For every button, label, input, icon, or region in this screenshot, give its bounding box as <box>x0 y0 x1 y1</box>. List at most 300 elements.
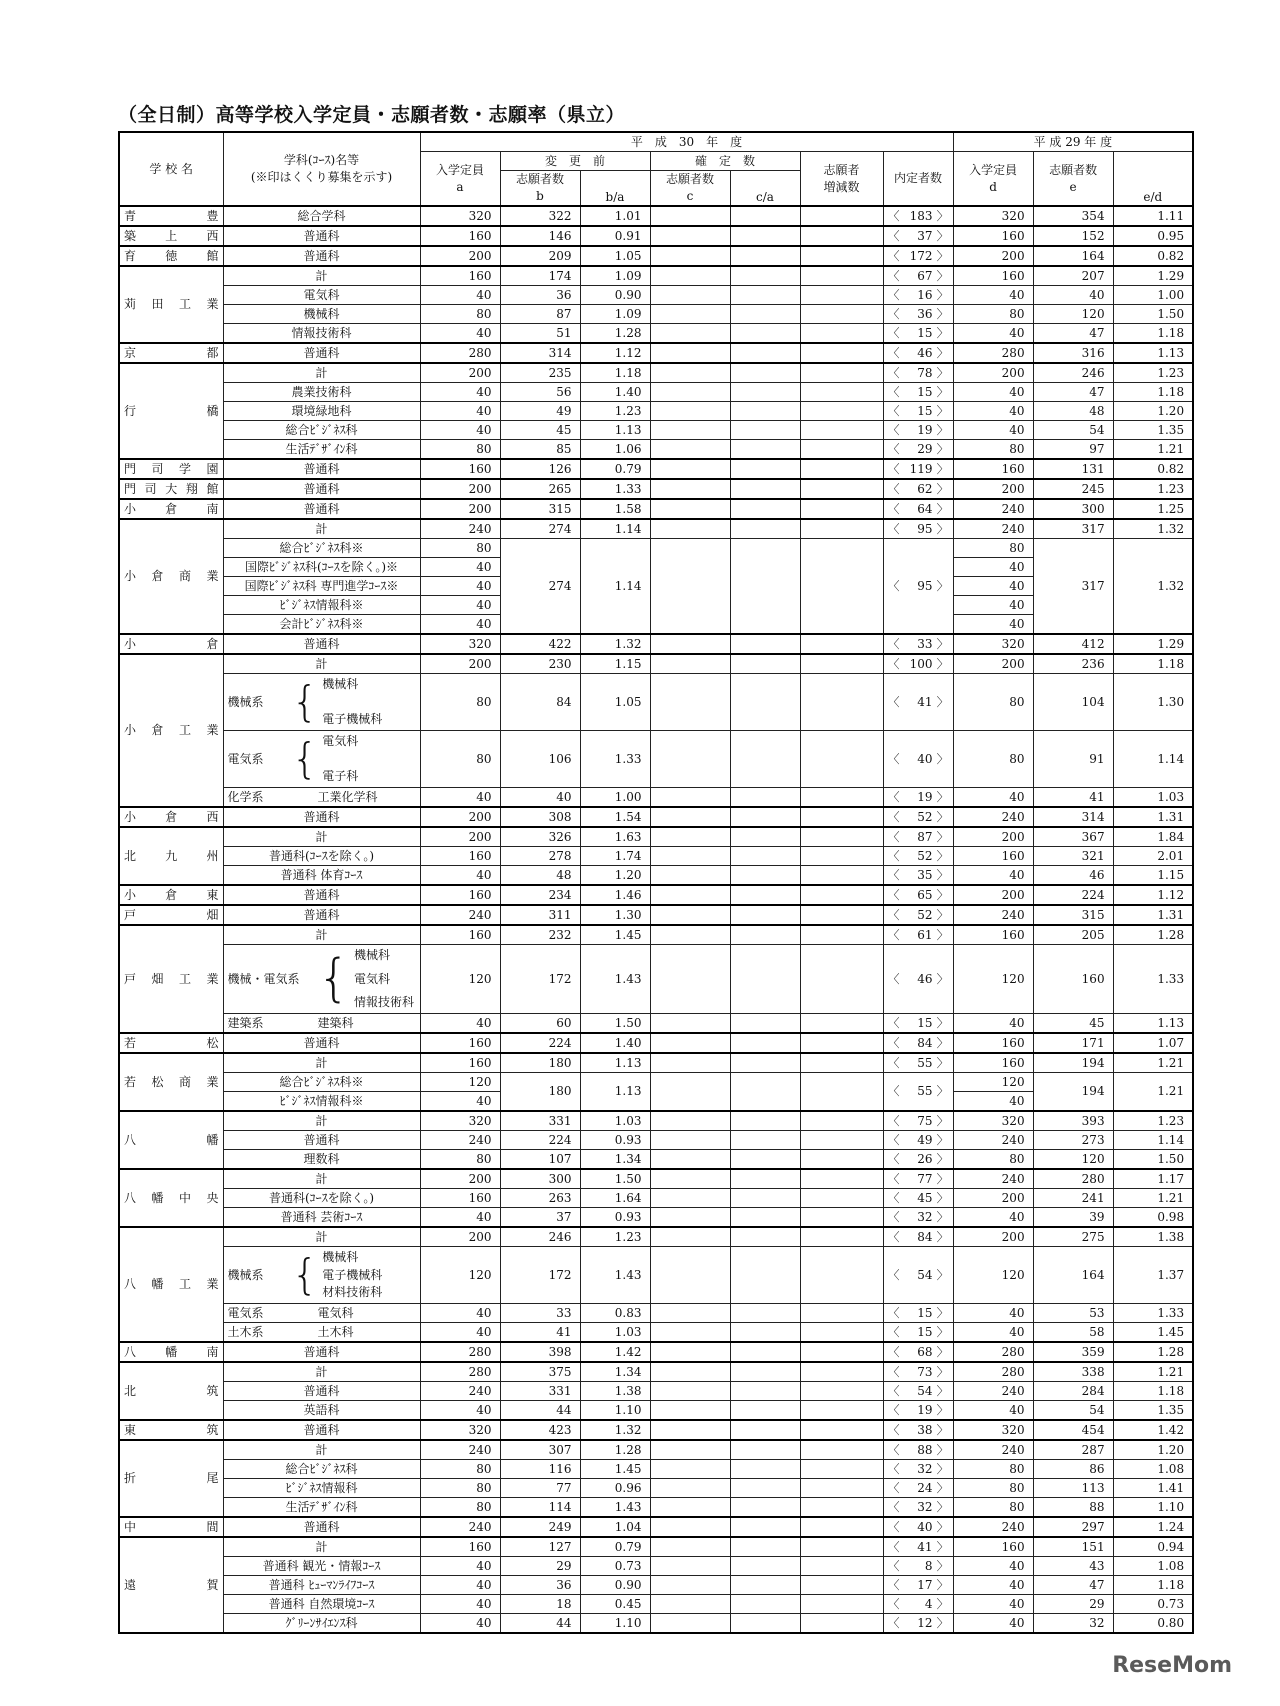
dept-name: 普通科 <box>223 246 420 266</box>
table-cell: 80 <box>420 1150 500 1170</box>
empty-cell <box>650 1247 730 1304</box>
table-cell <box>650 827 730 847</box>
table-cell: 44 <box>500 1401 580 1421</box>
table-cell: 40 <box>420 1304 500 1323</box>
table-cell <box>800 905 883 925</box>
table-cell: 40 <box>420 286 500 305</box>
table-cell <box>800 226 883 246</box>
table-cell: 1.21 <box>1113 1189 1193 1208</box>
table-cell <box>650 1460 730 1479</box>
table-cell: 1.18 <box>1113 324 1193 344</box>
table-cell: 200 <box>953 246 1033 266</box>
table-cell <box>650 1420 730 1440</box>
table-cell: 1.32 <box>580 634 650 654</box>
table-cell <box>800 925 883 945</box>
table-cell: 249 <box>500 1517 580 1537</box>
table-row <box>119 1189 1193 1208</box>
dept-name: 計 <box>223 1169 420 1189</box>
table-cell: 1.10 <box>580 1614 650 1634</box>
table-cell: 1.13 <box>1113 343 1193 363</box>
school-header: 学 校 名 <box>119 132 223 206</box>
dept-name: 普通科 <box>223 1517 420 1537</box>
table-cell: 240 <box>953 519 1033 539</box>
table-cell <box>650 1401 730 1421</box>
table-row <box>119 674 1193 731</box>
table-cell: 0.82 <box>1113 246 1193 266</box>
table-cell <box>800 459 883 479</box>
table-row <box>119 885 1193 905</box>
table-cell: 160 <box>420 1033 500 1053</box>
school-name: 八 幡 <box>119 1111 223 1169</box>
table-row <box>119 305 1193 324</box>
table-cell: 1.28 <box>580 1440 650 1460</box>
table-cell <box>650 421 730 440</box>
table-cell <box>800 1131 883 1150</box>
table-cell: 375 <box>500 1362 580 1382</box>
table-cell: 0.93 <box>580 1131 650 1150</box>
table-cell: 32 <box>1033 1614 1113 1634</box>
table-cell: 1.35 <box>1113 421 1193 440</box>
naitei-cell: 〈 172 〉 <box>883 246 953 266</box>
table-cell: 224 <box>1033 885 1113 905</box>
dept-name: 普通科 <box>223 1420 420 1440</box>
table-cell: 39 <box>1033 1208 1113 1228</box>
table-cell: 234 <box>500 885 580 905</box>
table-cell: 29 <box>1033 1595 1113 1614</box>
table-cell <box>730 1401 800 1421</box>
dept-name: 普通科 <box>223 499 420 519</box>
table-cell: 80 <box>420 440 500 460</box>
table-cell: 1.00 <box>580 788 650 808</box>
table-cell: 40 <box>953 1557 1033 1576</box>
table-cell: 232 <box>500 925 580 945</box>
table-cell: 51 <box>500 324 580 344</box>
table-cell <box>800 286 883 305</box>
naitei-cell: 〈 68 〉 <box>883 1342 953 1362</box>
table-cell <box>730 1595 800 1614</box>
h29-header: 平 成 29 年 度 <box>953 132 1193 152</box>
table-cell <box>800 421 883 440</box>
table-cell: 1.43 <box>580 1247 650 1304</box>
table-cell: 0.73 <box>1113 1595 1193 1614</box>
naitei-cell: 〈 32 〉 <box>883 1208 953 1228</box>
table-cell: 280 <box>953 1362 1033 1382</box>
naitei-cell: 〈 62 〉 <box>883 479 953 499</box>
table-cell: 1.04 <box>580 1517 650 1537</box>
table-cell <box>650 499 730 519</box>
naitei-cell: 〈 100 〉 <box>883 654 953 674</box>
table-cell: 1.03 <box>1113 788 1193 808</box>
kakutei-header: 確 定 数 <box>650 152 800 171</box>
table-cell: 317 <box>1033 519 1113 539</box>
table-cell: 0.91 <box>580 226 650 246</box>
table-cell <box>800 1033 883 1053</box>
table-cell <box>650 1595 730 1614</box>
dept-name: 計 <box>223 1053 420 1073</box>
table-cell: 0.95 <box>1113 226 1193 246</box>
table-cell: 40 <box>953 866 1033 886</box>
naitei-cell: 〈 52 〉 <box>883 807 953 827</box>
table-cell: 1.34 <box>580 1150 650 1170</box>
table-cell: 171 <box>1033 1033 1113 1053</box>
table-cell: 1.42 <box>580 1342 650 1362</box>
table-cell: 246 <box>500 1227 580 1247</box>
table-cell <box>650 402 730 421</box>
table-cell: 200 <box>953 1189 1033 1208</box>
table-cell: 41 <box>1033 788 1113 808</box>
table-cell: 1.08 <box>1113 1557 1193 1576</box>
dept-group: 機械・電気系 { 機械科 電気科 情報技術科 <box>223 945 420 1014</box>
table-cell: 200 <box>420 246 500 266</box>
ca-header: c/a <box>730 171 800 207</box>
table-row <box>119 634 1193 654</box>
table-row <box>119 1033 1193 1053</box>
dept-name: 計 <box>223 1537 420 1557</box>
table-row <box>119 1595 1193 1614</box>
table-cell: 36 <box>500 1576 580 1595</box>
table-cell: 40 <box>420 1557 500 1576</box>
table-cell: 315 <box>500 499 580 519</box>
table-cell: 1.20 <box>1113 402 1193 421</box>
table-cell: 80 <box>953 674 1033 731</box>
table-cell: 160 <box>953 925 1033 945</box>
dept-name: ﾋﾞｼﾞﾈｽ情報科※ <box>223 1092 420 1112</box>
table-cell: 80 <box>953 1498 1033 1518</box>
dept-name: ﾋﾞｼﾞﾈｽ情報科 <box>223 1479 420 1498</box>
table-cell: 160 <box>953 459 1033 479</box>
naitei-cell: 〈 87 〉 <box>883 827 953 847</box>
table-row <box>119 1382 1193 1401</box>
table-cell: 40 <box>953 421 1033 440</box>
table-cell: 338 <box>1033 1362 1113 1382</box>
table-cell <box>800 866 883 886</box>
table-cell: 315 <box>1033 905 1113 925</box>
table-cell <box>650 519 730 539</box>
table-cell: 1.33 <box>580 479 650 499</box>
table-cell: 40 <box>953 577 1033 596</box>
table-cell: 80 <box>420 1498 500 1518</box>
shigan-c-header: 志願者数 c <box>650 171 730 207</box>
table-cell: 1.15 <box>1113 866 1193 886</box>
table-cell <box>650 1537 730 1557</box>
table-cell <box>800 1382 883 1401</box>
table-cell <box>650 1517 730 1537</box>
table-row <box>119 479 1193 499</box>
table-cell <box>650 343 730 363</box>
empty-cell <box>650 1323 730 1343</box>
naitei-cell: 〈 41 〉 <box>883 674 953 731</box>
table-cell <box>800 1595 883 1614</box>
table-cell: 331 <box>500 1111 580 1131</box>
dept-name: 生活ﾃﾞｻﾞｲﾝ科 <box>223 1498 420 1518</box>
table-cell <box>650 1479 730 1498</box>
table-cell: 0.82 <box>1113 459 1193 479</box>
table-cell: 280 <box>1033 1169 1113 1189</box>
table-cell: 240 <box>420 1382 500 1401</box>
table-cell: 240 <box>953 905 1033 925</box>
dept-name: 総合ﾋﾞｼﾞﾈｽ科※ <box>223 1073 420 1092</box>
table-cell: 0.90 <box>580 1576 650 1595</box>
table-cell: 240 <box>953 1131 1033 1150</box>
table-cell <box>800 305 883 324</box>
naitei-cell: 〈 61 〉 <box>883 925 953 945</box>
table-cell <box>730 885 800 905</box>
table-row <box>119 1304 1193 1323</box>
table-cell: 422 <box>500 634 580 654</box>
dept-name: 総合ﾋﾞｼﾞﾈｽ科 <box>223 1460 420 1479</box>
table-cell: 29 <box>500 1557 580 1576</box>
naitei-cell: 〈 49 〉 <box>883 1131 953 1150</box>
table-row <box>119 847 1193 866</box>
table-row <box>119 1150 1193 1170</box>
table-row <box>119 1227 1193 1247</box>
table-cell: 320 <box>420 1111 500 1131</box>
table-cell <box>730 1150 800 1170</box>
dept-name: 英語科 <box>223 1401 420 1421</box>
table-cell <box>730 866 800 886</box>
dept-name: 普通科 <box>223 1382 420 1401</box>
table-cell: 18 <box>500 1595 580 1614</box>
table-cell: 280 <box>953 343 1033 363</box>
table-row <box>119 226 1193 246</box>
table-cell: 85 <box>500 440 580 460</box>
dept-name: 農業技術科 <box>223 383 420 402</box>
table-cell: 207 <box>1033 266 1113 286</box>
henkomae-header: 変 更 前 <box>500 152 650 171</box>
table-cell <box>800 343 883 363</box>
table-cell: 241 <box>1033 1189 1113 1208</box>
table-cell: 46 <box>1033 866 1113 886</box>
table-cell: 2.01 <box>1113 847 1193 866</box>
table-cell: 160 <box>420 1053 500 1073</box>
table-cell: 40 <box>953 324 1033 344</box>
table-row <box>119 1342 1193 1362</box>
dept-name: 理数科 <box>223 1150 420 1170</box>
table-cell: 80 <box>953 305 1033 324</box>
shigan-e-header: 志願者数 e <box>1033 152 1113 207</box>
table-cell <box>800 402 883 421</box>
table-cell: 80 <box>420 1460 500 1479</box>
naitei-cell: 〈 40 〉 <box>883 731 953 788</box>
school-name: 八 幡 工 業 <box>119 1227 223 1342</box>
table-cell: 1.09 <box>580 305 650 324</box>
naitei-cell: 〈 37 〉 <box>883 226 953 246</box>
table-cell: 40 <box>953 1014 1033 1034</box>
table-cell <box>800 206 883 226</box>
table-cell: 200 <box>420 807 500 827</box>
table-cell <box>800 1557 883 1576</box>
table-row <box>119 1537 1193 1557</box>
table-cell: 200 <box>420 363 500 383</box>
table-cell: 1.54 <box>580 807 650 827</box>
table-cell <box>730 499 800 519</box>
table-cell: 151 <box>1033 1537 1113 1557</box>
naitei-cell: 〈 75 〉 <box>883 1111 953 1131</box>
table-cell: 1.18 <box>1113 1576 1193 1595</box>
table-cell <box>800 1150 883 1170</box>
table-cell <box>730 324 800 344</box>
table-cell <box>650 1150 730 1170</box>
dept-name: 計 <box>223 1111 420 1131</box>
table-cell: 164 <box>1033 1247 1113 1304</box>
table-cell: 240 <box>420 1440 500 1460</box>
table-cell: 320 <box>953 1420 1033 1440</box>
table-cell: 1.33 <box>1113 1304 1193 1323</box>
table-cell <box>730 1227 800 1247</box>
dept-name: 普通科 自然環境ｺｰｽ <box>223 1595 420 1614</box>
empty-cell <box>730 674 800 731</box>
dept-name: 計 <box>223 925 420 945</box>
naitei-cell: 〈 35 〉 <box>883 866 953 886</box>
naitei-cell: 〈 183 〉 <box>883 206 953 226</box>
table-cell <box>730 1362 800 1382</box>
empty-cell <box>730 1014 800 1034</box>
table-cell: 240 <box>953 1517 1033 1537</box>
table-cell: 1.28 <box>1113 1342 1193 1362</box>
table-cell: 1.46 <box>580 885 650 905</box>
table-cell: 314 <box>500 343 580 363</box>
table-cell: 246 <box>1033 363 1113 383</box>
table-cell: 1.21 <box>1113 1362 1193 1382</box>
dept-name: 普通科 <box>223 226 420 246</box>
table-cell: 423 <box>500 1420 580 1440</box>
table-cell: 280 <box>953 1342 1033 1362</box>
table-cell: 40 <box>953 383 1033 402</box>
table-cell: 40 <box>420 788 500 808</box>
table-cell: 1.23 <box>1113 363 1193 383</box>
table-cell: 49 <box>500 402 580 421</box>
dept-name: 普通科 <box>223 807 420 827</box>
dept-name: 普通科 観光・情報ｺｰｽ <box>223 1557 420 1576</box>
table-cell: 240 <box>420 519 500 539</box>
table-row <box>119 363 1193 383</box>
table-cell <box>730 266 800 286</box>
table-cell <box>650 363 730 383</box>
dept-name: 普通科 <box>223 1342 420 1362</box>
table-cell <box>650 925 730 945</box>
table-cell: 235 <box>500 363 580 383</box>
table-cell: 180 <box>500 1053 580 1073</box>
admission-table <box>118 131 1194 1634</box>
table-cell <box>650 1362 730 1382</box>
table-row <box>119 286 1193 305</box>
table-row <box>119 499 1193 519</box>
table-cell <box>730 1557 800 1576</box>
dept-header: 学科(ｺｰｽ)名等 (※印はくくり募集を示す) <box>223 132 420 206</box>
table-cell: 40 <box>420 615 500 635</box>
naitei-cell: 〈 67 〉 <box>883 266 953 286</box>
table-cell: 1.50 <box>1113 1150 1193 1170</box>
dept-name: 総合ﾋﾞｼﾞﾈｽ科※ <box>223 539 420 558</box>
table-cell: 1.14 <box>1113 1131 1193 1150</box>
table-row <box>119 539 1193 558</box>
dept-name: 普通科 <box>223 1131 420 1150</box>
table-cell: 297 <box>1033 1517 1113 1537</box>
table-cell: 160 <box>420 226 500 246</box>
table-cell: 60 <box>500 1014 580 1034</box>
table-cell: 40 <box>953 1092 1033 1112</box>
empty-cell <box>730 1323 800 1343</box>
table-cell: 1.15 <box>580 654 650 674</box>
naitei-cell: 〈 41 〉 <box>883 1537 953 1557</box>
table-cell <box>730 286 800 305</box>
table-cell: 48 <box>1033 402 1113 421</box>
table-cell <box>730 634 800 654</box>
dept-name: 国際ﾋﾞｼﾞﾈｽ科 専門進学ｺｰｽ※ <box>223 577 420 596</box>
shigan-e-cell: 317 <box>1033 539 1113 635</box>
table-cell <box>730 827 800 847</box>
table-cell: 40 <box>420 1092 500 1112</box>
h30-header: 平 成 30 年 度 <box>420 132 953 152</box>
table-cell: 180 <box>500 1073 580 1112</box>
table-cell: 240 <box>953 1440 1033 1460</box>
table-cell: 87 <box>500 305 580 324</box>
naitei-cell: 〈 119 〉 <box>883 459 953 479</box>
table-cell: 80 <box>953 1460 1033 1479</box>
table-cell: 56 <box>500 383 580 402</box>
table-cell: 120 <box>953 1247 1033 1304</box>
school-name: 育 徳 館 <box>119 246 223 266</box>
table-cell <box>730 1189 800 1208</box>
table-cell <box>800 1420 883 1440</box>
table-cell: 236 <box>1033 654 1113 674</box>
naitei-cell: 〈 32 〉 <box>883 1498 953 1518</box>
table-cell: 1.38 <box>1113 1227 1193 1247</box>
school-name: 門 司 学 園 <box>119 459 223 479</box>
dept-group: 電気系 { 電気科 電子科 <box>223 731 420 788</box>
page-title: （全日制）高等学校入学定員・志願者数・志願率（県立） <box>118 104 626 126</box>
table-row <box>119 383 1193 402</box>
table-cell: 174 <box>500 266 580 286</box>
table-cell: 47 <box>1033 324 1113 344</box>
table-row <box>119 1247 1193 1304</box>
table-cell: 0.96 <box>580 1479 650 1498</box>
school-name: 戸 畑 工 業 <box>119 925 223 1033</box>
dept-name: 普通科 <box>223 459 420 479</box>
table-cell: 106 <box>500 731 580 788</box>
table-cell <box>730 343 800 363</box>
table-cell <box>800 1342 883 1362</box>
table-cell: 40 <box>420 1208 500 1228</box>
table-cell: 86 <box>1033 1460 1113 1479</box>
dept-name: 普通科 芸術ｺｰｽ <box>223 1208 420 1228</box>
table-cell: 274 <box>500 519 580 539</box>
table-cell <box>800 519 883 539</box>
table-row <box>119 1053 1193 1073</box>
naitei-cell: 〈 54 〉 <box>883 1382 953 1401</box>
zougen-header: 志願者 増減数 <box>800 152 883 207</box>
table-cell: 40 <box>953 1323 1033 1343</box>
table-cell: 80 <box>953 539 1033 558</box>
table-cell: 80 <box>420 1479 500 1498</box>
table-cell: 1.05 <box>580 674 650 731</box>
table-cell: 200 <box>420 827 500 847</box>
naitei-cell: 〈 40 〉 <box>883 1517 953 1537</box>
table-cell: 1.20 <box>1113 1440 1193 1460</box>
table-cell <box>730 459 800 479</box>
table-cell: 40 <box>953 286 1033 305</box>
naitei-cell: 〈 84 〉 <box>883 1227 953 1247</box>
table-cell: 275 <box>1033 1227 1113 1247</box>
table-cell <box>730 1053 800 1073</box>
table-cell: 1.05 <box>580 246 650 266</box>
school-name: 小 倉 東 <box>119 885 223 905</box>
empty-cell <box>800 1014 883 1034</box>
table-cell <box>800 1208 883 1228</box>
teiin-header: 入学定員 a <box>420 152 500 207</box>
table-cell: 1.50 <box>580 1169 650 1189</box>
dept-name: 普通科 <box>223 479 420 499</box>
